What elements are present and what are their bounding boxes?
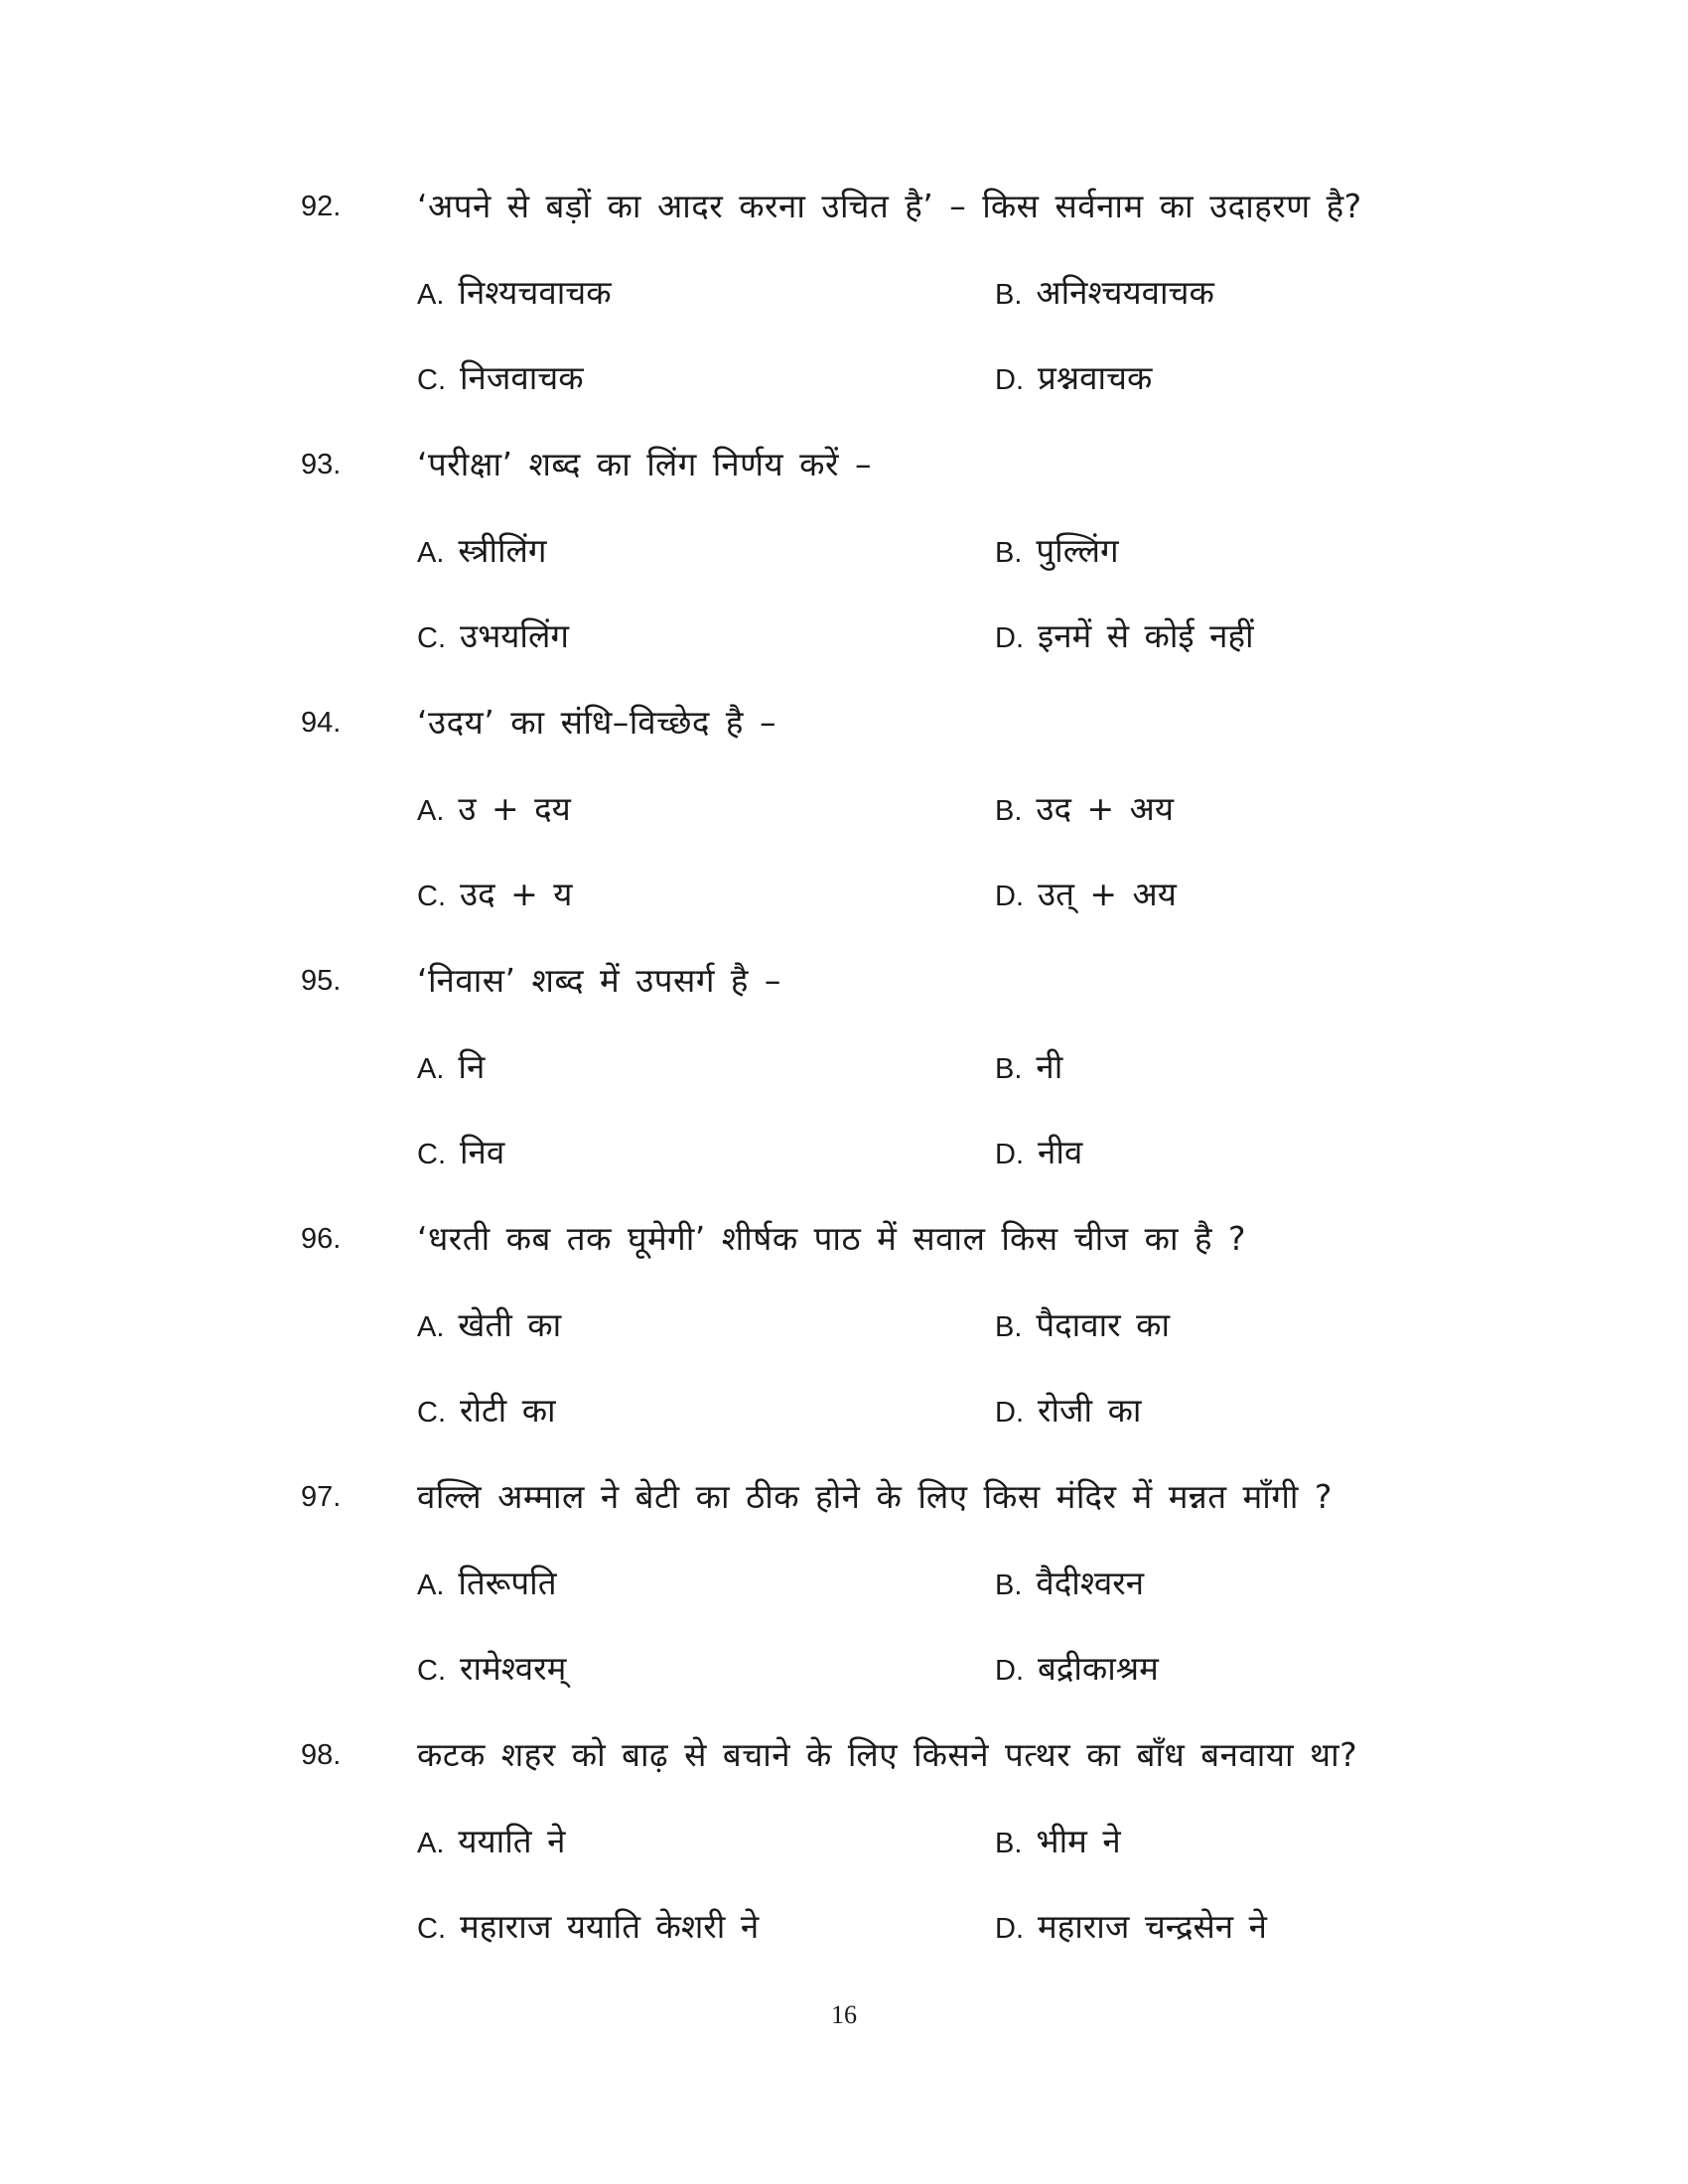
question-97 <box>0 1472 1688 1730</box>
option-text: नीव <box>1038 1133 1083 1171</box>
option-text: उद + य <box>460 875 573 913</box>
option-d <box>995 870 1177 919</box>
question-number: 97. <box>301 1481 342 1513</box>
option-letter: D. <box>995 364 1024 396</box>
option-text: इनमें से कोई नहीं <box>1038 616 1254 655</box>
question-number: 95. <box>301 965 342 997</box>
option-b <box>995 784 1174 834</box>
question-text: ‘उदय’ का संधि–विच्छेद है – <box>417 703 776 742</box>
option-letter: C. <box>417 1913 446 1945</box>
question-94 <box>0 698 1688 956</box>
option-d <box>995 353 1152 403</box>
question-95 <box>0 956 1688 1214</box>
option-a <box>417 784 571 834</box>
option-letter: C. <box>417 881 446 912</box>
option-a <box>417 526 547 576</box>
question-93 <box>0 440 1688 698</box>
option-text: वैदीश्वरन <box>1036 1564 1145 1602</box>
option-letter: D. <box>995 1655 1024 1687</box>
option-text: खेती का <box>458 1305 562 1344</box>
option-letter: C. <box>417 1655 446 1687</box>
option-b <box>995 1042 1062 1092</box>
option-letter: B. <box>995 279 1023 311</box>
option-letter: C. <box>417 622 446 654</box>
question-text: ‘परीक्षा’ शब्द का लिंग निर्णय करें – <box>417 445 872 483</box>
option-c <box>417 870 572 919</box>
option-text: निजवाचक <box>460 358 584 397</box>
option-letter: A. <box>417 1311 445 1343</box>
option-text: उभयलिंग <box>460 616 569 655</box>
option-text: ययाति ने <box>458 1822 566 1860</box>
option-text: प्रश्नवाचक <box>1038 358 1153 397</box>
option-letter: D. <box>995 881 1024 912</box>
option-letter: D. <box>995 622 1024 654</box>
option-letter: A. <box>417 537 445 569</box>
option-a <box>417 268 612 318</box>
page-number: 16 <box>831 2000 857 2029</box>
option-letter: C. <box>417 1139 446 1170</box>
question-96 <box>0 1214 1688 1472</box>
option-text: रामेश्वरम् <box>460 1649 567 1688</box>
question-text: ‘अपने से बड़ों का आदर करना उचित है’ – किस सर्वनाम का उदाहरण है? <box>417 187 1362 225</box>
option-letter: B. <box>995 1828 1023 1859</box>
option-b <box>995 268 1214 318</box>
question-number: 96. <box>301 1223 342 1255</box>
option-text: पैदावार का <box>1036 1305 1170 1344</box>
option-c <box>417 353 584 403</box>
option-letter: D. <box>995 1913 1024 1945</box>
option-b <box>995 1817 1121 1866</box>
option-letter: A. <box>417 795 445 827</box>
option-c <box>417 612 569 661</box>
option-text: महाराज चन्द्रसेन ने <box>1038 1907 1267 1946</box>
option-c <box>417 1128 504 1177</box>
question-text: ‘निवास’ शब्द में उपसर्ग है – <box>417 961 781 1000</box>
option-letter: C. <box>417 1397 446 1429</box>
option-a <box>417 1559 557 1608</box>
option-letter: B. <box>995 1311 1023 1343</box>
option-text: अनिश्चयवाचक <box>1036 273 1214 312</box>
option-d <box>995 1644 1159 1694</box>
option-a <box>417 1300 561 1350</box>
question-92 <box>0 182 1688 440</box>
question-text: वल्लि अम्माल ने बेटी का ठीक होने के लिए किस मंदिर में मन्नत माँगी ? <box>417 1477 1333 1516</box>
option-letter: A. <box>417 1053 445 1085</box>
option-letter: A. <box>417 1570 445 1601</box>
option-text: उ + दय <box>458 789 571 828</box>
option-letter: A. <box>417 1828 445 1859</box>
option-letter: D. <box>995 1139 1024 1170</box>
question-98 <box>0 1730 1688 1988</box>
question-number: 94. <box>301 707 342 739</box>
option-a <box>417 1042 485 1092</box>
option-text: स्त्रीलिंग <box>458 531 547 570</box>
option-c <box>417 1386 556 1435</box>
option-d <box>995 612 1254 661</box>
option-text: उत् + अय <box>1038 875 1177 913</box>
option-a <box>417 1817 565 1866</box>
option-d <box>995 1386 1141 1435</box>
question-text: ‘धरती कब तक घूमेगी’ शीर्षक पाठ में सवाल किस चीज का है ? <box>417 1219 1247 1258</box>
option-letter: B. <box>995 1053 1023 1085</box>
option-text: महाराज ययाति केशरी ने <box>460 1907 760 1946</box>
option-c <box>417 1902 759 1952</box>
option-text: निश्यचवाचक <box>458 273 612 312</box>
option-text: तिरूपति <box>458 1564 557 1602</box>
option-text: उद + अय <box>1036 789 1174 828</box>
option-text: नी <box>1036 1047 1063 1086</box>
option-letter: B. <box>995 1570 1023 1601</box>
option-letter: D. <box>995 1397 1024 1429</box>
option-text: भीम ने <box>1036 1822 1121 1860</box>
question-text: कटक शहर को बाढ़ से बचाने के लिए किसने पत्थर का बाँध बनवाया था? <box>417 1735 1358 1774</box>
question-number: 93. <box>301 449 342 480</box>
option-letter: B. <box>995 537 1023 569</box>
option-b <box>995 526 1119 576</box>
option-d <box>995 1902 1267 1952</box>
option-text: रोटी का <box>460 1391 556 1430</box>
option-text: बद्रीकाश्रम <box>1038 1649 1159 1688</box>
option-c <box>417 1644 566 1694</box>
option-b <box>995 1559 1144 1608</box>
option-b <box>995 1300 1170 1350</box>
option-letter: C. <box>417 364 446 396</box>
option-letter: B. <box>995 795 1023 827</box>
option-text: नि <box>458 1047 486 1086</box>
question-number: 92. <box>301 191 342 222</box>
question-number: 98. <box>301 1739 342 1771</box>
option-d <box>995 1128 1082 1177</box>
option-text: पुल्लिंग <box>1036 531 1119 570</box>
option-text: रोजी का <box>1038 1391 1142 1430</box>
option-text: निव <box>460 1133 505 1171</box>
option-letter: A. <box>417 279 445 311</box>
